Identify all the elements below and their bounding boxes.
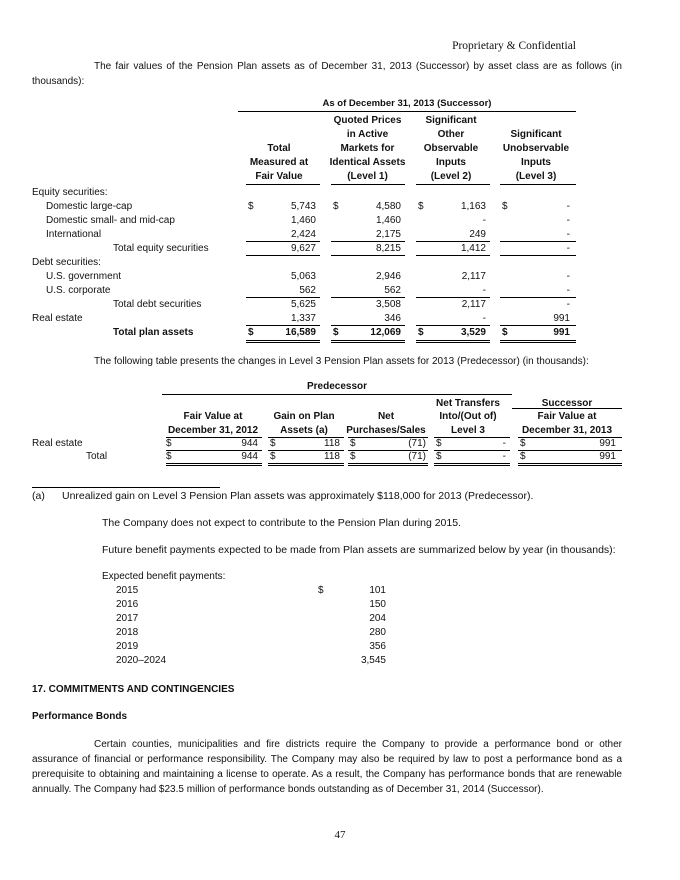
successor-header: Successor [541,398,593,409]
benefit-payments-label: Expected benefit payments: [102,571,226,582]
debt-securities-label: Debt securities: [32,257,101,268]
footnote-text: Unrealized gain on Level 3 Pension Plan assets was approximately $118,000 for 2013 (Predecessor). [62,490,534,502]
level3-intro-paragraph: The following table presents the changes in Level 3 Pension Plan assets for 2013 (Predecessor) (in thousands): [94,356,589,367]
intro-paragraph: The fair values of the Pension Plan assets as of December 31, 2013 (Successor) by asset class are as follows (in thousands): [32,61,622,87]
future-benefits-paragraph: Future benefit payments expected to be made from Plan assets are summarized below by year (in thousands): [102,544,616,556]
subsection-title: Performance Bonds [32,711,128,722]
fv-group-header: As of December 31, 2013 (Successor) [322,98,492,109]
fv-group-rule [238,111,576,112]
section-title: 17. COMMITMENTS AND CONTINGENCIES [32,684,235,695]
confidential-header: Proprietary & Confidential [452,40,576,52]
predecessor-header: Predecessor [306,381,368,392]
footnote-rule [32,487,220,488]
footnote-mark: (a) [32,490,45,502]
contribute-paragraph: The Company does not expect to contribute to the Pension Plan during 2015. [102,517,461,529]
performance-bonds-paragraph: Certain counties, municipalities and fire districts require the Company to provide a performance bond or other assurance of financial or performance responsibility. The Company may also be required by law to post a performance bond as a prerequisite to obtaining and maintaining a license to operate. As a result, the Company has performance bonds that are renewable annually. The Company had $23.5 million of performance bonds outstanding as of December 31, 2014 (Successor). [32,739,622,795]
page-number: 47 [334,829,346,841]
equity-securities-label: Equity securities: [32,187,108,198]
